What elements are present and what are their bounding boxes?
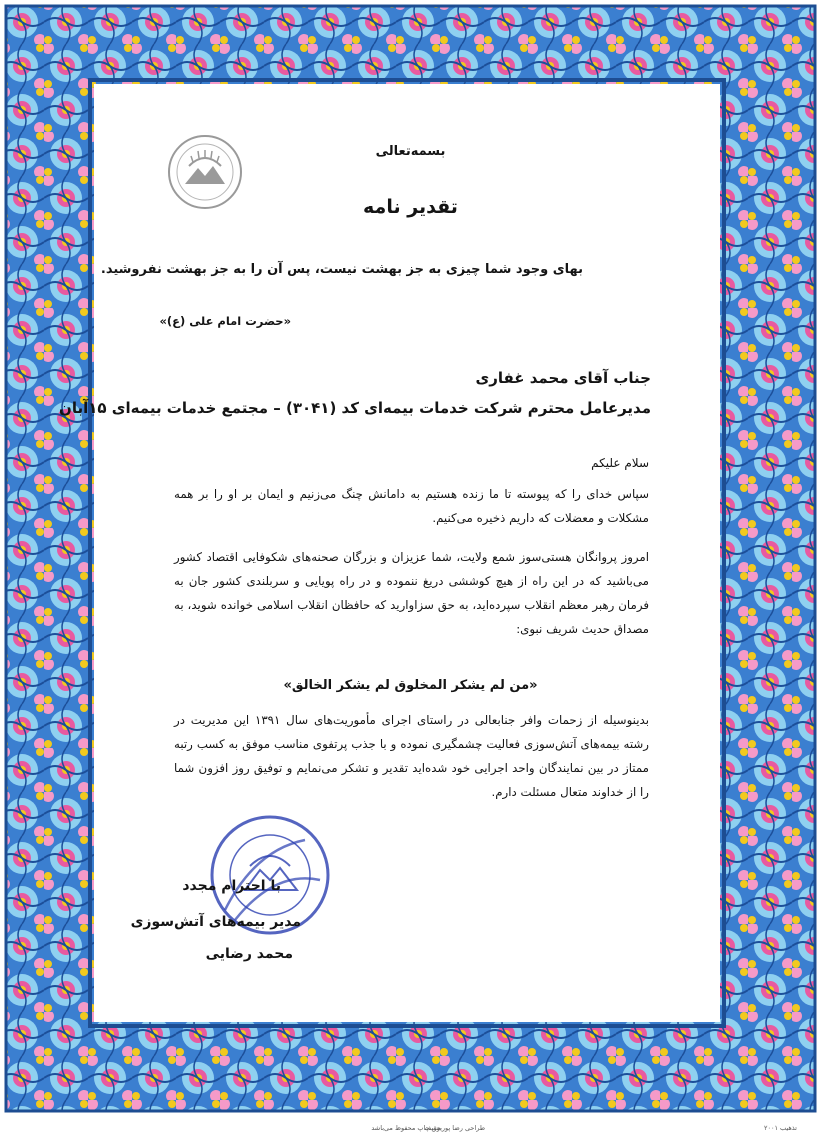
footer-print-code: تذهیب ۲۰۰۱	[763, 1124, 797, 1132]
body-paragraph-1: سپاس خدای را که پیوسته تا ما زنده هستیم به دامانش چنگ می‌زنیم و ایمان بر او را بر همه مشکلات و معضلات که داریم ذخیره می‌کنیم.	[174, 487, 649, 525]
opening-quote: بهای وجود شما چیزی به جز بهشت نیست، پس آن را به جز بهشت نفروشید.	[100, 262, 583, 277]
certificate-title: تقدیر نامه	[363, 196, 458, 218]
greeting: سلام علیکم	[591, 456, 649, 470]
signature-closing: با احترام مجدد	[182, 878, 281, 894]
hadith-quote: «من لم یشکر المخلوق لم یشکر الخالق»	[283, 678, 538, 693]
signature-title: مدیر بیمه‌های آتش‌سوزی	[130, 914, 301, 930]
body-paragraph-2: امروز پروانگان هستی‌سوز شمع ولایت، شما عزیزان و بزرگان صحنه‌های شکوفایی اقتصاد کشور می‌باشید که در این راه از هیچ کوششی دریغ ننموده و در راه پویایی و سربلندی کشور جان به فرمان رهبر معظم انقلاب سپرده‌اید، به حق سزاوارید که حافظان انقلاب اسلامی خوانده شوید، به مصداق حدیث شریف نبوی:	[174, 550, 649, 636]
body-paragraph-3: بدینوسیله از زحمات وافر جنابعالی در راستای اجرای مأموریت‌های سال ۱۳۹۱ این مدیریت در رشته بیمه‌های آتش‌سوزی فعالیت چشمگیری نموده و با جذب پرتفوی مناسب موفق به کسب رتبه ممتاز در بین نمایندگان واحد اجرایی خود شده‌اید تقدیر و تشکر می‌نمایم و توفیق روز افزون شما را از خداوند متعال مسئلت دارم.	[174, 713, 649, 799]
recipient-position: مدیرعامل محترم شرکت خدمات بیمه‌ای کد (۳۰۴۱) – مجتمع خدمات بیمه‌ای ۱۵آبان	[59, 399, 651, 417]
bismillah-heading: بسمه‌تعالی	[375, 144, 446, 159]
recipient-name: جناب آقای محمد غفاری	[475, 369, 651, 387]
footer-copyright: حق چاپ محفوظ می‌باشد	[371, 1124, 441, 1132]
footer-designer: طراحی رضا پوریوسف	[424, 1124, 485, 1132]
signature-name: محمد رضایی	[205, 946, 293, 962]
quote-attribution: «حضرت امام علی (ع)»	[159, 314, 291, 328]
